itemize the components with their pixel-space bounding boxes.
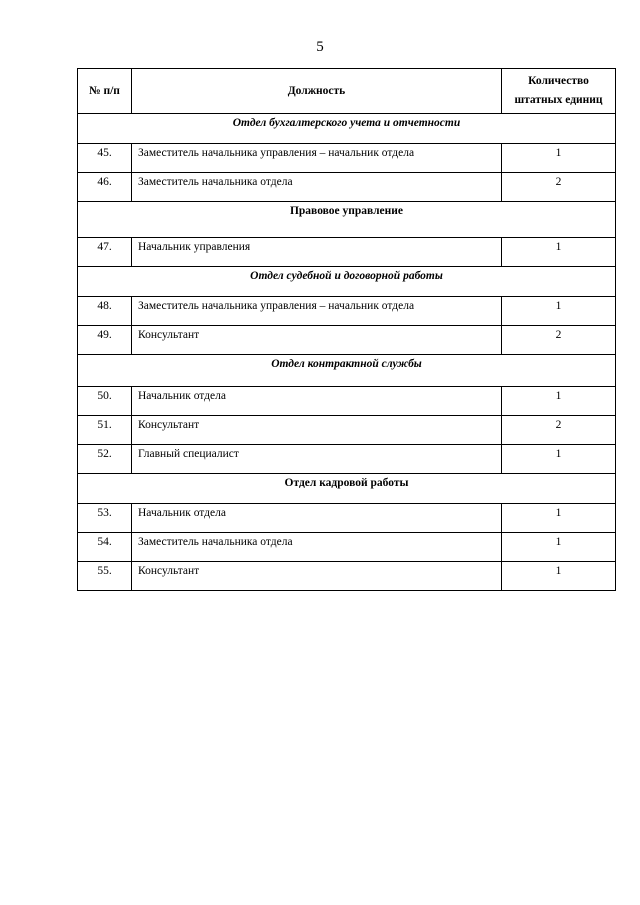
- row-number: 48.: [78, 297, 132, 326]
- table-row: [78, 326, 616, 355]
- row-amount: 1: [502, 238, 616, 267]
- row-amount: 1: [502, 562, 616, 591]
- row-amount: 2: [502, 416, 616, 445]
- section-title-court: Отдел судебной и договорной работы: [78, 267, 616, 297]
- page-number: 5: [316, 39, 324, 55]
- table-row: [78, 173, 616, 202]
- table-row: [78, 144, 616, 173]
- table-row: [78, 504, 616, 533]
- row-number: 45.: [78, 144, 132, 173]
- section-row: [78, 474, 616, 504]
- row-position: Заместитель начальника управления – начальник отдела: [132, 297, 502, 326]
- table-row: [78, 238, 616, 267]
- row-position: Консультант: [132, 326, 502, 355]
- table-row: [78, 387, 616, 416]
- row-amount: 1: [502, 504, 616, 533]
- section-title-hr: Отдел кадровой работы: [78, 474, 616, 504]
- section-title-legal: Правовое управление: [78, 202, 616, 238]
- section-row: [78, 355, 616, 387]
- row-number: 49.: [78, 326, 132, 355]
- row-position: Заместитель начальника отдела: [132, 173, 502, 202]
- section-row: [78, 114, 616, 144]
- row-position: Главный специалист: [132, 445, 502, 474]
- row-number: 55.: [78, 562, 132, 591]
- row-position: Консультант: [132, 416, 502, 445]
- table-header-row: [78, 69, 616, 114]
- header-amount-line2: штатных единиц: [514, 94, 603, 106]
- staffing-table: [77, 68, 616, 591]
- row-number: 53.: [78, 504, 132, 533]
- row-amount: 2: [502, 326, 616, 355]
- row-position: Начальник отдела: [132, 387, 502, 416]
- row-number: 47.: [78, 238, 132, 267]
- section-row: [78, 267, 616, 297]
- row-amount: 1: [502, 387, 616, 416]
- section-title-accounting: Отдел бухгалтерского учета и отчетности: [78, 114, 616, 144]
- table-row: [78, 445, 616, 474]
- row-amount: 1: [502, 144, 616, 173]
- row-position: Заместитель начальника управления – начальник отдела: [132, 144, 502, 173]
- row-number: 51.: [78, 416, 132, 445]
- header-number: № п/п: [78, 69, 132, 114]
- row-position: Начальник отдела: [132, 504, 502, 533]
- row-number: 46.: [78, 173, 132, 202]
- header-position: Должность: [132, 69, 502, 114]
- row-number: 52.: [78, 445, 132, 474]
- header-amount-line1: Количество: [528, 75, 589, 87]
- table-row: [78, 416, 616, 445]
- table-row: [78, 562, 616, 591]
- section-title-contract: Отдел контрактной службы: [78, 355, 616, 387]
- row-position: Консультант: [132, 562, 502, 591]
- row-amount: 2: [502, 173, 616, 202]
- row-number: 50.: [78, 387, 132, 416]
- row-position: Заместитель начальника отдела: [132, 533, 502, 562]
- row-position: Начальник управления: [132, 238, 502, 267]
- row-number: 54.: [78, 533, 132, 562]
- header-amount: [502, 69, 616, 114]
- row-amount: 1: [502, 533, 616, 562]
- row-amount: 1: [502, 445, 616, 474]
- table-row: [78, 297, 616, 326]
- section-row: [78, 202, 616, 238]
- row-amount: 1: [502, 297, 616, 326]
- table-row: [78, 533, 616, 562]
